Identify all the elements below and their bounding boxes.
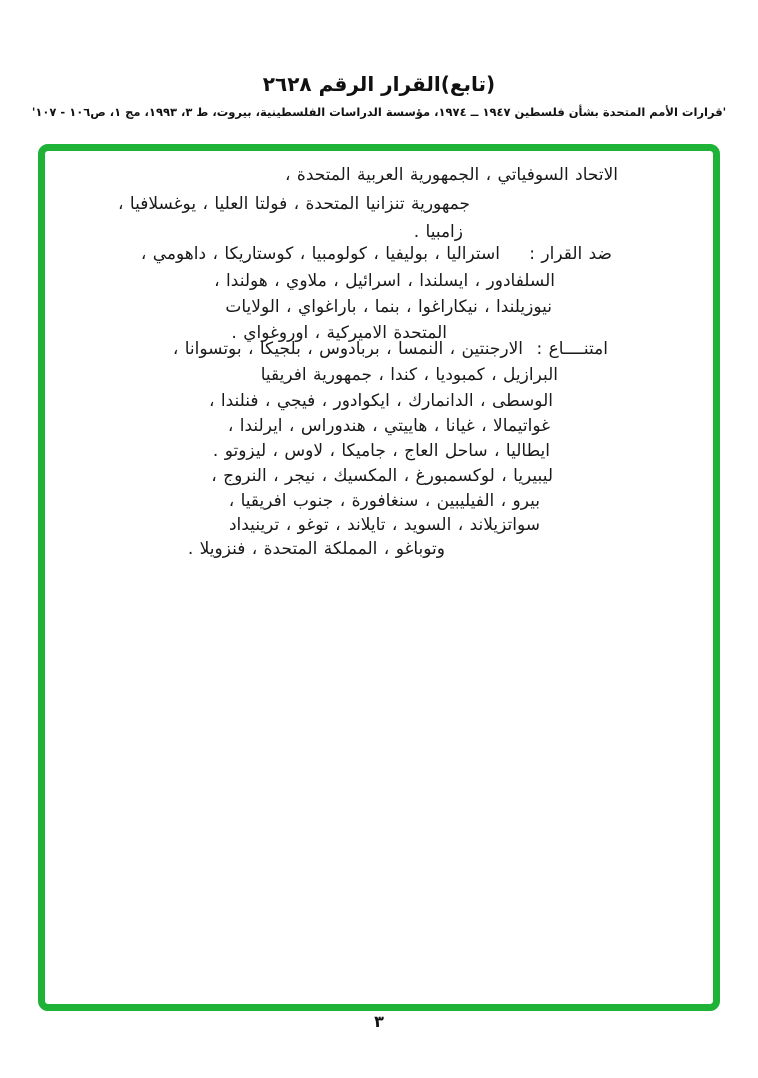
body-line: البرازيل ، كمبوديا ، كندا ، جمهورية افريقيا <box>260 365 558 385</box>
body-line: نيوزيلندا ، نيكاراغوا ، بنما ، باراغواي ، الولايات <box>225 297 552 317</box>
page-title: (تابع)القرار الرقم ٢٦٢٨ <box>262 72 496 96</box>
body-line: استراليا ، بوليفيا ، كولومبيا ، كوستاريكا ، داهومي ، <box>140 244 500 264</box>
body-line: ليبيريا ، لوكسمبورغ ، المكسيك ، نيجر ، النروج ، <box>211 466 553 486</box>
page-number: ٣ <box>374 1012 384 1031</box>
body-line: المتحدة الاميركية ، اوروغواي . <box>231 323 447 343</box>
section-label-abstain: امتنــــاع : <box>536 339 608 359</box>
body-line: وتوباغو ، المملكة المتحدة ، فنزويلا . <box>187 539 445 559</box>
body-line: سواتزيلاند ، السويد ، تايلاند ، توغو ، ترينيداد <box>228 515 540 535</box>
source-citation: 'قرارات الأمم المتحدة بشأن فلسطين ١٩٤٧ ــ ١٩٧٤، مؤسسة الدراسات الفلسطينية، بيروت، ط ٣، ١٩٩٣، مج ١، ص١٠٦ - ١٠٧' <box>31 105 727 119</box>
body-line: الارجنتين ، النمسا ، بربادوس ، بلجيكا ، بوتسوانا ، <box>172 339 523 359</box>
body-line: بيرو ، الفيليبين ، سنغافورة ، جنوب افريقيا ، <box>228 491 540 511</box>
body-line: السلفادور ، ايسلندا ، اسرائيل ، ملاوي ، هولندا ، <box>214 271 555 291</box>
body-line: ايطاليا ، ساحل العاج ، جاميكا ، لاوس ، ليزوتو . <box>212 441 550 461</box>
body-line: جمهورية تنزانيا المتحدة ، فولتا العليا ، يوغسلافيا ، <box>118 194 470 214</box>
body-line: الاتحاد السوفياتي ، الجمهورية العربية المتحدة ، <box>285 165 618 185</box>
body-line: غواتيمالا ، غيانا ، هاييتي ، هندوراس ، ايرلندا ، <box>227 416 550 436</box>
section-label-against: ضد القرار : <box>529 244 612 264</box>
body-line: زامبيا . <box>413 222 463 242</box>
body-line: الوسطى ، الدانمارك ، ايكوادور ، فيجي ، فنلندا ، <box>208 391 553 411</box>
